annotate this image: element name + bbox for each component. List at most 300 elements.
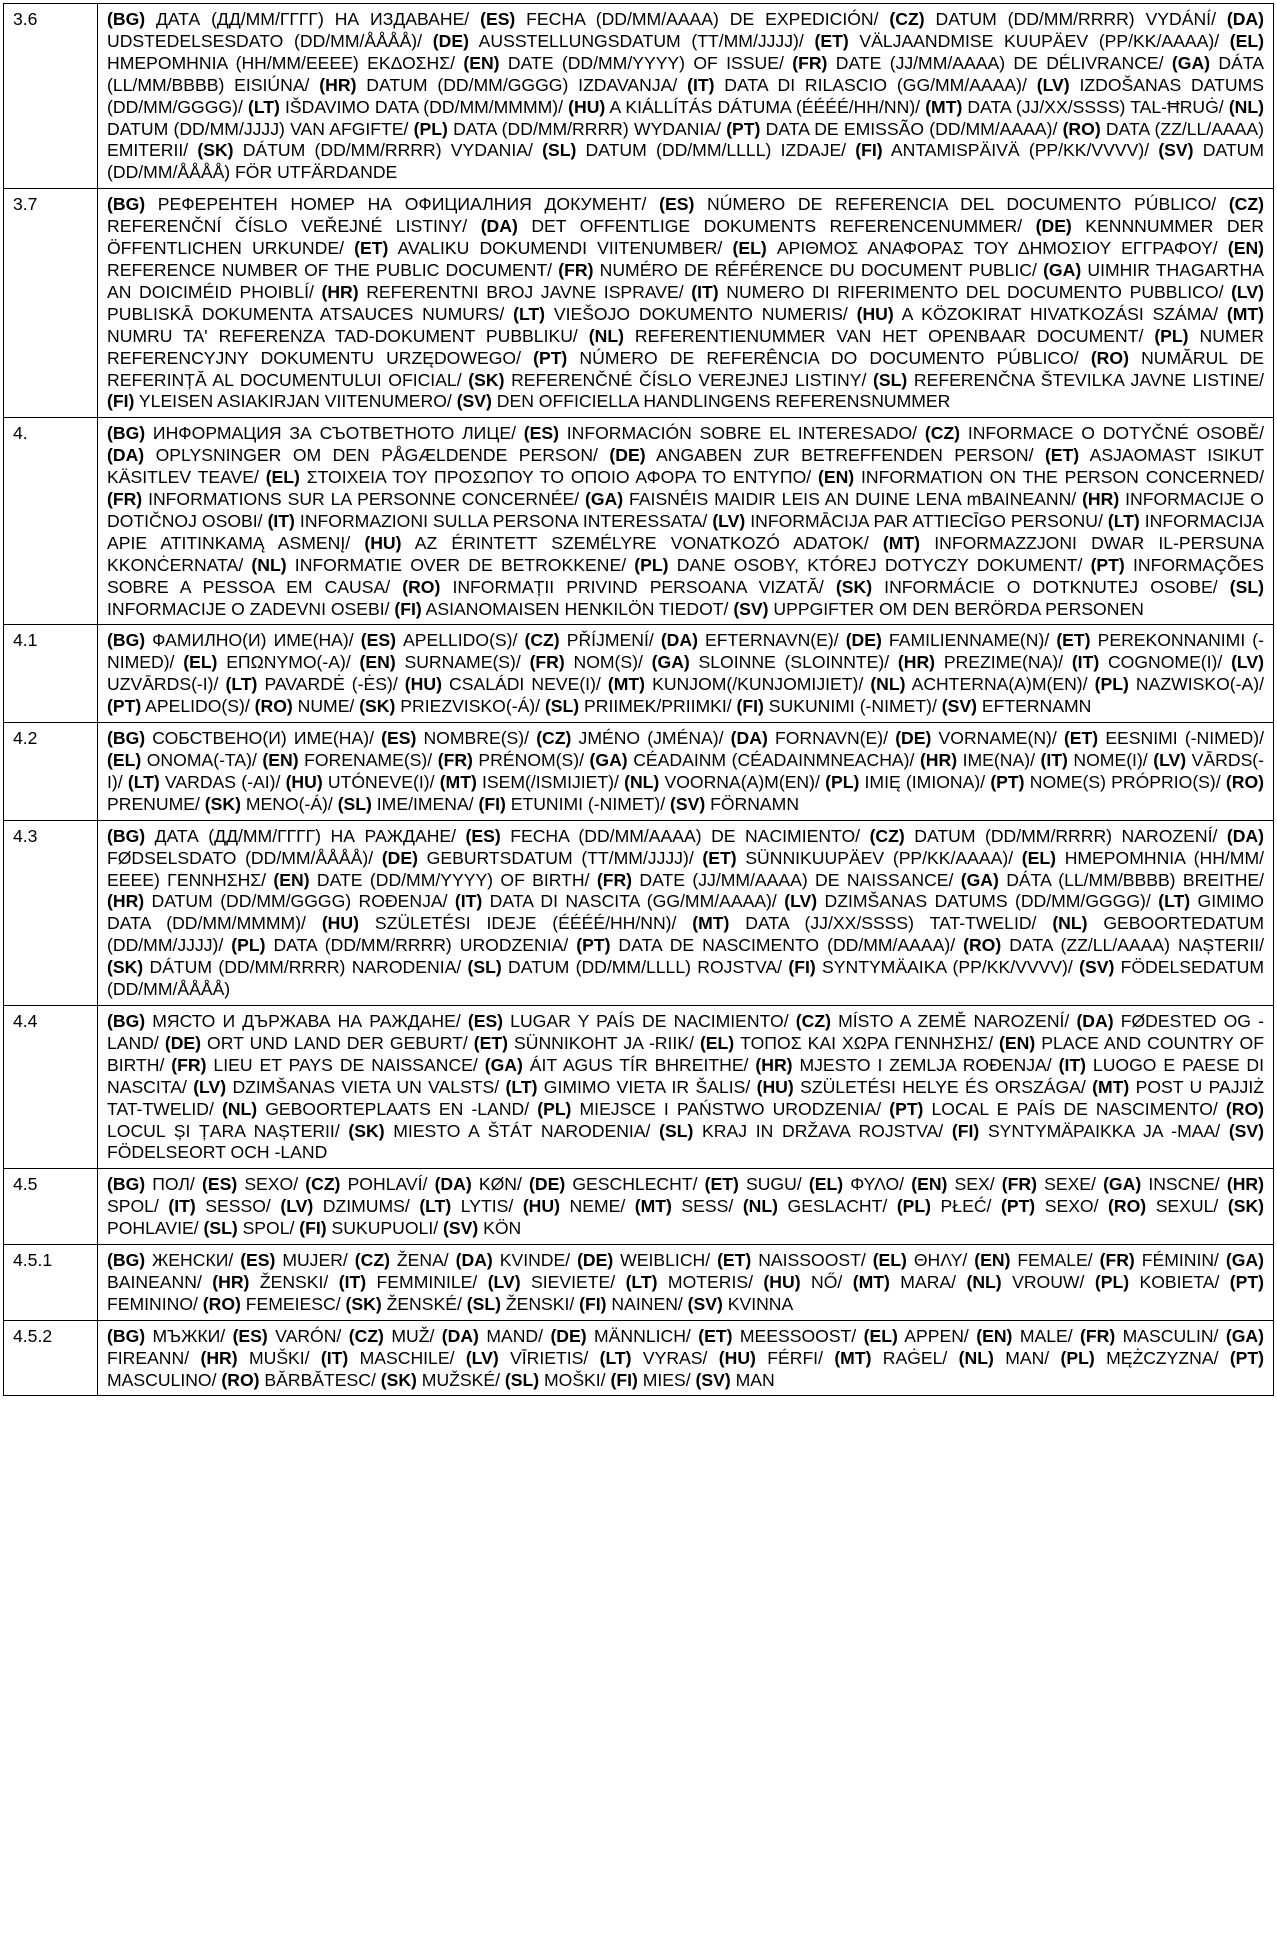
translation-text: MASCULIN/ [1115,1325,1226,1346]
language-code: (SV) [687,1293,723,1314]
language-code: (BG) [107,194,146,215]
translation-text: DATA (JJ/XX/SSSS) TAL-ĦRUĠ/ [962,96,1229,117]
language-code: (IT) [687,74,715,95]
language-code: (LV) [1231,652,1264,673]
translation-text: ΗΜΕΡΟΜΗΝΙΑ (ΗΗ/ΜΜ/ΕΕΕΕ) ΓΕΝΝΗΣΗΣ/ [107,847,1264,890]
translation-text: SUKUNIMI (-NIMET)/ [763,696,942,717]
language-code: (CZ) [924,423,961,444]
translation-text: APPEN/ [897,1325,977,1346]
language-code: (MT) [882,532,921,553]
translation-text: GEBOORTEDATUM (DD/MM/JJJJ)/ [107,913,1264,956]
translation-text: PAVARDĖ (-ĖS)/ [257,674,405,695]
language-code: (HU) [285,771,323,792]
translation-text: NŐ/ [800,1271,853,1292]
language-code: (RO) [1225,771,1264,792]
language-code: (SK) [1227,1196,1265,1217]
language-code: (EN) [999,1032,1036,1053]
language-code: (ET) [1044,445,1080,466]
translation-text: FEMALE/ [1010,1250,1100,1271]
row-number: 4.4 [4,1005,98,1168]
translation-text: UIMHIR THAGARTHA AN DOICIMÉID PHOIBLÍ/ [107,259,1264,302]
translation-text: DATUM (DD/MM/LLLL) ROJSTVA/ [501,957,789,978]
translation-text: FÖDELSEDATUM (DD/MM/ÅÅÅÅ) [107,957,1264,1000]
language-code: (HR) [897,652,936,673]
language-code: (GA) [1225,1325,1264,1346]
translation-text: SEXUL/ [1146,1196,1228,1217]
translation-text: LUOGO E PAESE DI NASCITA/ [107,1054,1264,1097]
language-code: (FR) [596,869,633,890]
language-code: (FR) [1099,1250,1135,1271]
translation-text: SEXO/ [237,1174,306,1195]
language-code: (FR) [171,1054,207,1075]
language-code: (SL) [337,793,372,814]
language-code: (ET) [354,238,389,259]
translation-text: AZ ÉRINTETT SZEMÉLYRE VONATKOZÓ ADATOK/ [401,532,883,553]
language-code: (PL) [825,771,860,792]
language-code: (PT) [107,696,142,717]
language-code: (RO) [1090,347,1129,368]
translation-text: KENNNUMMER DER ÖFFENTLICHEN URKUNDE/ [107,216,1264,259]
language-code: (HR) [1226,1174,1264,1195]
translation-text: ДАТА (ДД/ММ/ГГГГ) НА РАЖДАНЕ/ [145,825,466,846]
language-code: (SV) [1228,1120,1264,1141]
language-code: (SL) [466,1293,501,1314]
language-code: (LT) [505,1076,538,1097]
translation-text: MÍSTO A ZEMĚ NAROZENÍ/ [830,1010,1077,1031]
translation-text: GEBOORTEPLAATS EN -LAND/ [257,1098,538,1119]
language-code: (RO) [1225,1098,1265,1119]
language-code: (HU) [718,1347,756,1368]
translation-text: JMÉNO (JMÉNA)/ [571,728,731,749]
row-number: 4. [4,418,98,625]
translation-text: UTÓNEVE(I)/ [322,771,440,792]
language-code: (DA) [1076,1010,1114,1031]
language-code: (PT) [1090,554,1125,575]
translation-text: NAISSOOST/ [751,1250,873,1271]
language-code: (LT) [419,1196,452,1217]
language-code: (PL) [1094,674,1129,695]
translation-text: AVALIKU DOKUMENDI VIITENUMBER/ [388,238,733,259]
language-code: (CZ) [889,9,925,29]
language-code: (IT) [267,510,295,531]
translation-text: ONOMA(-TA)/ [141,750,263,770]
language-code: (ET) [717,1250,752,1271]
translation-text: NOME(I)/ [1067,750,1154,770]
translation-text: FECHA (DD/MM/AAAA) DE NACIMIENTO/ [500,825,870,846]
language-code: (DA) [730,728,768,749]
language-code: (SV) [456,391,492,412]
translation-text: DET OFFENTLIGE DOKUMENTS REFERENCENUMMER/ [517,216,1036,237]
language-code: (SV) [941,696,977,717]
translation-text: DANE OSOBY, KTÓREJ DOTYCZY DOKUMENT/ [668,554,1091,575]
language-code: (CZ) [524,630,560,651]
language-code: (DE) [381,847,418,868]
translation-text: ΘΗΛΥ/ [906,1250,975,1271]
translation-text: KOBIETA/ [1129,1271,1230,1292]
translation-text: CSALÁDI NEVE(I)/ [441,674,608,695]
language-code: (DA) [1226,825,1264,846]
translation-text: NOMBRE(S)/ [416,728,537,749]
language-code: (DA) [1226,9,1264,29]
translation-text: ŽENA/ [389,1250,456,1271]
translation-text: GIMIMO VIETA IR ŠALIS/ [537,1076,757,1097]
translation-text: REFERENČNA ŠTEVILKA JAVNE LISTINE/ [907,369,1264,390]
language-code: (GA) [1171,52,1211,73]
language-code: (DE) [529,1174,566,1195]
translation-text: GIMIMO DATA (DD/MM/MMMM)/ [107,891,1264,934]
language-code: (SK) [197,140,234,161]
translation-text: SURNAME(S)/ [395,652,530,673]
translation-text: SUKUPUOLI/ [326,1218,444,1239]
translation-text: DATE (DD/MM/YYYY) OF BIRTH/ [309,869,597,890]
translation-text: FORENAME(S)/ [298,750,438,770]
translation-text: DZIMUMS/ [313,1196,420,1217]
translation-text: DATUM (DD/MM/RRRR) VYDÁNÍ/ [924,9,1227,29]
language-code: (HU) [364,532,402,553]
translation-text: DATA DE NASCIMENTO (DD/MM/AAAA)/ [610,935,964,956]
language-code: (SK) [107,957,144,978]
language-code: (CZ) [795,1010,831,1031]
language-code: (GA) [1043,259,1082,280]
language-code: (NL) [1228,96,1264,117]
language-code: (IT) [1071,652,1100,673]
language-code: (SL) [1229,576,1264,597]
language-code: (BG) [107,825,146,846]
language-code: (NL) [221,1098,258,1119]
translation-text: MOTERIS/ [657,1271,764,1292]
translation-text: EFTERNAVN(E)/ [697,630,846,651]
translation-text: ANTAMISPÄIVÄ (PP/KK/VVVV)/ [882,140,1159,161]
translation-text: FÉRFI/ [755,1347,835,1368]
language-code: (IT) [168,1196,196,1217]
translation-text: ANGABEN ZUR BETREFFENDEN PERSON/ [645,445,1045,466]
language-code: (FR) [1001,1174,1037,1195]
translation-text: SESSO/ [195,1196,281,1217]
language-code: (SL) [504,1369,540,1390]
form-row [4,4,1274,189]
translation-text: REFERENČNÍ ČÍSLO VEŘEJNÉ LISTINY/ [107,216,481,237]
language-code: (PT) [1229,1347,1265,1368]
language-code: (RO) [254,696,293,717]
row-translations [98,189,1274,418]
translation-text: SÜNNIKUUPÄEV (PP/KK/AAAA)/ [736,847,1022,868]
language-code: (FI) [107,391,135,412]
language-code: (CZ) [1228,194,1264,215]
translation-text: FORNAVN(E)/ [767,728,896,749]
language-code: (EL) [183,652,218,673]
translation-text: DATUM (DD/MM/RRRR) NAROZENÍ/ [904,825,1227,846]
translation-text: ΣΤΟΙΧΕΙΑ ΤΟΥ ΠΡΟΣΩΠΟΥ ΤΟ ΟΠΟΙΟ ΑΦΟΡΑ ΤΟ ΕΝΤΥΠΟ/ [299,467,818,488]
language-code: (FI) [579,1293,607,1314]
translation-text: POHLAVÍ/ [340,1174,435,1195]
translation-text: FÖRNAMN [705,793,800,814]
translation-text: NUMER REFERENCYJNY DOKUMENTU URZĘDOWEGO/ [107,325,1264,368]
language-code: (BG) [107,9,146,29]
language-code: (BG) [107,1250,146,1271]
translation-text: NUMERO DI RIFERIMENTO DEL DOCUMENTO PUBBLICO/ [718,281,1232,302]
translation-text: FØDSELSDATO (DD/MM/ÅÅÅÅ)/ [107,847,382,868]
language-code: (HU) [856,303,894,324]
language-code: (FR) [437,750,473,770]
row-number: 4.3 [4,820,98,1005]
translation-text: SZÜLETÉSI IDEJE (ÉÉÉÉ/HH/NN)/ [358,913,693,934]
translation-text: MIEJSCE I PAŃSTWO URODZENIA/ [571,1098,890,1119]
translation-text: VROUW/ [1001,1271,1095,1292]
language-code: (LV) [487,1271,521,1292]
language-code: (RO) [963,935,1002,956]
translation-text: GEBURTSDATUM (TT/MM/JJJJ)/ [417,847,703,868]
language-code: (RO) [402,576,441,597]
translation-text: MALE/ [1012,1325,1081,1346]
language-code: (EN) [262,750,299,770]
translation-text: ISEM(/ISMIJIET)/ [476,771,625,792]
translation-text: RAĠEL/ [871,1347,959,1368]
language-code: (MT) [834,1347,872,1368]
translation-text: NUMĂRUL DE REFERINȚĂ AL DOCUMENTULUI OFICIAL/ [107,347,1264,390]
language-code: (MT) [1092,1076,1130,1097]
translation-text: DATA (DD/MM/RRRR) URODZENIA/ [265,935,577,956]
translation-text: BAINEANN/ [107,1271,213,1292]
form-table-body [4,4,1274,1396]
translation-text: SEXO/ [1035,1196,1109,1217]
form-row [4,1169,1274,1245]
language-code: (SK) [359,696,396,717]
translation-text: SLOINNE (SLOINNTE)/ [689,652,898,673]
translation-text: ПОЛ/ [145,1174,202,1195]
language-code: (HR) [200,1347,238,1368]
language-code: (EN) [359,652,396,673]
translation-text: ФАМИЛНО(И) ИМЕ(НА)/ [145,630,361,651]
translation-text: INFORMACIJA APIE ATITINKAMĄ ASMENĮ/ [107,510,1265,553]
language-code: (FI) [736,696,764,717]
translation-text: SESS/ [671,1196,743,1217]
language-code: (EN) [818,467,855,488]
language-code: (ET) [698,1325,733,1346]
translation-text: EFTERNAMN [976,696,1092,717]
language-code: (HR) [212,1271,250,1292]
translation-text: ΑΡΙΘΜΟΣ ΑΝΑΦΟΡΑΣ ΤΟΥ ΔΗΜΟΣΙΟΥ ΕΓΓΡΑΦΟΥ/ [766,238,1228,259]
translation-text: VĀRDS(-I)/ [107,750,1265,792]
translation-text: IŠDAVIMO DATA (DD/MM/MMMM)/ [279,96,569,117]
translation-text: ЖЕНСКИ/ [145,1250,241,1271]
translation-text: FÉMININ/ [1134,1250,1226,1271]
language-code: (MT) [607,674,646,695]
translation-text: DATE (JJ/MM/AAAA) DE NAISSANCE/ [632,869,961,890]
language-code: (HU) [763,1271,801,1292]
language-code: (GA) [651,652,690,673]
translation-text: INFORMACIJE O ZADEVNI OSEBI/ [107,598,395,619]
language-code: (FR) [107,489,143,510]
form-row [4,820,1274,1005]
language-code: (DA) [480,216,518,237]
language-code: (HR) [755,1054,793,1075]
translation-text: PUBLISKĀ DOKUMENTA ATSAUCES NUMURS/ [107,303,514,324]
language-code: (DE) [609,445,646,466]
translation-text: DATE (JJ/MM/AAAA) DE DÉLIVRANCE/ [827,52,1172,73]
translation-text: UDSTEDELSESDATO (DD/MM/ÅÅÅÅ)/ [107,30,433,51]
language-code: (SV) [1079,957,1115,978]
translation-text: MUŽ/ [383,1325,442,1346]
translation-text: FEMMINILE/ [366,1271,488,1292]
row-number: 4.5.1 [4,1245,98,1321]
translation-text: MUŽSKÉ/ [416,1369,505,1390]
translation-text: IZDOŠANAS DATUMS (DD/MM/GGGG)/ [107,74,1264,117]
multilingual-form-table [3,3,1274,1396]
language-code: (BG) [107,1010,146,1031]
translation-text: INFORMATION ON THE PERSON CONCERNED/ [854,467,1264,488]
translation-text: SYNTYMÄPAIKKA JA -MAA/ [979,1120,1229,1141]
language-code: (DA) [107,445,145,466]
language-code: (ES) [659,194,695,215]
language-code: (NL) [1052,913,1088,934]
translation-text: LOCUL ȘI ȚARA NAȘTERII/ [107,1120,349,1141]
form-row [4,418,1274,625]
translation-text: PRIEZVISKO(-Á)/ [395,696,545,717]
translation-text: INFORMATIE OVER DE BETROKKENE/ [286,554,635,575]
translation-text: ŽENSKI/ [249,1271,339,1292]
translation-text: REFERENCE NUMBER OF THE PUBLIC DOCUMENT/ [107,259,559,280]
translation-text: DATUM (DD/MM/LLLL) IZDAJE/ [576,140,856,161]
language-code: (NL) [742,1196,778,1217]
translation-text: FEMININO/ [107,1293,203,1314]
language-code: (FR) [529,652,565,673]
language-code: (MT) [692,913,730,934]
language-code: (LV) [1036,74,1070,95]
translation-text: MUJER/ [275,1250,355,1271]
language-code: (ET) [1056,630,1091,651]
translation-text: SPOL/ [107,1196,169,1217]
translation-text: KÖN [478,1218,522,1239]
translation-text: СОБСТВЕНО(И) ИМЕ(НА)/ [145,728,382,749]
translation-text: GESCHLECHT/ [565,1174,705,1195]
language-code: (CZ) [869,825,905,846]
language-code: (LT) [1158,891,1191,912]
translation-text: VĪRIETIS/ [498,1347,600,1368]
form-row [4,1245,1274,1321]
row-translations [98,4,1274,189]
translation-text: MIESTO A ŠTÁT NARODENIA/ [384,1120,660,1141]
translation-text: PLACE AND COUNTRY OF BIRTH/ [107,1032,1264,1075]
translation-text: APELIDO(S)/ [141,696,255,717]
language-code: (SV) [733,598,769,619]
language-code: (NL) [870,674,906,695]
language-code: (PT) [1229,1271,1264,1292]
translation-text: SEXE/ [1036,1174,1104,1195]
translation-text: SZÜLETÉSI HELYE ÉS ORSZÁGA/ [793,1076,1093,1097]
translation-text: NOM(S)/ [564,652,652,673]
language-code: (PL) [231,935,266,956]
language-code: (ET) [473,1032,508,1053]
translation-text: FIREANN/ [107,1347,201,1368]
translation-text: ASIANOMAISEN HENKILÖN TIEDOT/ [421,598,734,619]
language-code: (EL) [872,1250,907,1271]
translation-text: DÁTUM (DD/MM/RRRR) VYDANIA/ [233,140,543,161]
language-code: (LV) [1153,750,1187,770]
language-code: (PT) [889,1098,924,1119]
translation-text: DÁTA (LL/MM/BBBB) EISIÚNA/ [107,52,1264,95]
language-code: (EN) [976,1325,1013,1346]
language-code: (FI) [394,598,422,619]
translation-text: MÄNNLICH/ [586,1325,699,1346]
translation-text: SYNTYMÄAIKA (PP/KK/VVVV)/ [815,957,1080,978]
language-code: (HR) [321,281,359,302]
language-code: (MT) [439,771,477,792]
language-code: (MT) [925,96,963,117]
language-code: (DE) [845,630,882,651]
language-code: (SV) [443,1218,479,1239]
language-code: (LT) [1107,510,1140,531]
translation-text: NÚMERO DE REFERENCIA DEL DOCUMENTO PÚBLICO/ [694,194,1229,215]
translation-text: INFORMACIJE O DOTIČNOJ OSOBI/ [107,489,1264,531]
language-code: (ES) [232,1325,268,1346]
language-code: (EL) [265,467,300,488]
row-translations [98,1005,1274,1168]
language-code: (LT) [513,303,546,324]
translation-text: DATA (ZZ/LL/AAAA) NAȘTERII/ [1001,935,1264,956]
translation-text: FEMEIESC/ [240,1293,346,1314]
language-code: (EL) [1021,847,1056,868]
translation-text: MUŠKI/ [237,1347,321,1368]
translation-text: DÁTA (LL/MM/BBBB) BREITHE/ [998,869,1265,890]
translation-text: DATE (DD/MM/YYYY) OF ISSUE/ [499,52,793,73]
translation-text: NOME(S) PRÓPRIO(S)/ [1024,771,1226,792]
translation-text: VIEŠOJO DOKUMENTO NUMERIS/ [545,303,857,324]
language-code: (RO) [221,1369,260,1390]
language-code: (DE) [164,1032,202,1053]
language-code: (LV) [193,1076,227,1097]
translation-text: PEREKONNANIMI (-NIMED)/ [107,630,1265,673]
translation-text: KVINNA [722,1293,794,1314]
language-code: (GA) [1103,1174,1142,1195]
language-code: (RO) [1062,118,1101,139]
translation-text: REFERENTNI BROJ JAVNE ISPRAVE/ [358,281,692,302]
language-code: (PT) [533,347,568,368]
row-number: 4.5.2 [4,1320,98,1396]
translation-text: DATUM (DD/MM/GGGG) IZDAVANJA/ [356,74,688,95]
language-code: (PL) [634,554,669,575]
translation-text: VARDAS (-AI)/ [159,771,286,792]
language-code: (SK) [468,369,505,390]
translation-text: NAZWISKO(-A)/ [1128,674,1264,695]
language-code: (IT) [454,891,483,912]
language-code: (ES) [523,423,559,444]
form-row [4,625,1274,723]
translation-text: PRIIMEK/PRIIMKI/ [579,696,737,717]
translation-text: VORNAME(N)/ [931,728,1064,749]
language-code: (GA) [585,489,624,510]
language-code: (FR) [558,259,594,280]
language-code: (NL) [251,554,287,575]
language-code: (NL) [966,1271,1002,1292]
language-code: (MT) [1226,303,1264,324]
translation-text: DATA (JJ/XX/SSSS) TAT-TWELID/ [729,913,1053,934]
language-code: (BG) [107,630,146,651]
language-code: (IT) [691,281,719,302]
language-code: (HR) [107,891,145,912]
translation-text: NUMRU TA' REFERENZA TAD-DOKUMENT PUBBLIKU/ [107,325,589,346]
language-code: (DA) [434,1174,472,1195]
translation-text: ACHTERNA(A)M(EN)/ [905,674,1095,695]
translation-text: DÁTUM (DD/MM/RRRR) NARODENIA/ [143,957,468,978]
language-code: (ES) [465,825,501,846]
translation-text: POST U PAJJIŻ TAT-TWELID/ [107,1076,1264,1119]
translation-text: FAMILIENNAME(N)/ [881,630,1057,651]
translation-text: MOŠKI/ [539,1369,611,1390]
translation-text: NEME/ [559,1196,635,1217]
translation-text: SÜNNIKOHT JA -RIIK/ [508,1032,700,1053]
translation-text: DEN OFFICIELLA HANDLINGENS REFERENSNUMMER [491,391,951,412]
language-code: (PL) [896,1196,932,1217]
